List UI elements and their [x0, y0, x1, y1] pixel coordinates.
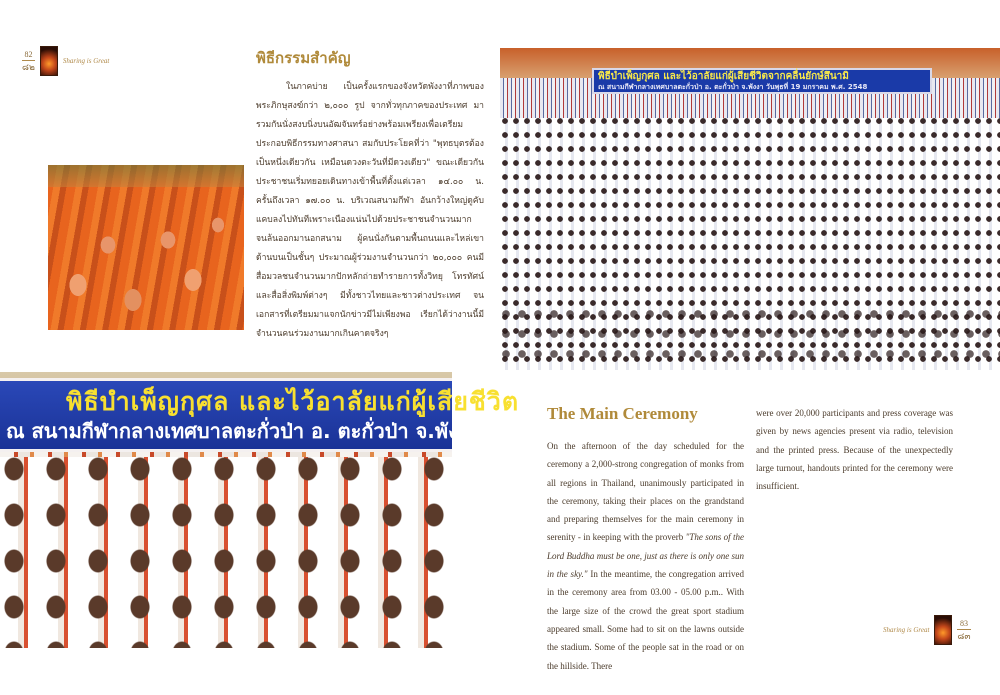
stadium-banner	[592, 68, 932, 94]
stadium-banner-line1: พิธีบำเพ็ญกุศล และไว้อาลัยแก่ผู้เสียชีวิตจากคลื่นยักษ์สึนามิ	[598, 70, 849, 82]
english-column-2-text: were over 20,000 participants and press coverage was given by news agencies present via radio, television and the printed press. Because of the unexpectedly large turnout, handouts printed for the ceremony were insufficient.	[756, 408, 953, 492]
english-text-after-quote: In the meantime, the congregation arrived in the ceremony area from 03.00 - 05.00 p.m.. With the large size of the crowd the great sport stadium appeared small. Some had to sit on the lawns outside the stadium. Some of the people sat in the road or on the hillside. There	[547, 569, 744, 671]
proverb-quote: "The sons of the Lord Buddha must be one, just as there is only one sun in the sky."	[547, 532, 744, 580]
english-column-1	[547, 437, 744, 675]
page-number: 83	[959, 619, 968, 628]
page-number-group	[957, 619, 970, 641]
page-folio-left	[22, 46, 109, 76]
english-text-before-quote: On the afternoon of the day scheduled for the ceremony a 2,000-strong congregation of monks from all regions in Thailand, unanimously participated in the ceremony, taking their places on the grandstand and preparing themselves for the main ceremony in serenity - in keeping with the proverb	[547, 441, 744, 543]
monks-photo	[48, 165, 244, 330]
page-number: 82	[24, 50, 33, 59]
folio-label: Sharing is Great	[62, 57, 110, 65]
crowd-banner-line1: พิธีบำเพ็ญกุศล และไว้อาลัยแก่ผู้เสียชีวิต	[66, 387, 520, 416]
crowd-banner	[0, 378, 520, 452]
thai-body-text	[256, 78, 484, 344]
english-column-2	[756, 404, 953, 495]
crowd-people	[0, 457, 452, 648]
right-page	[500, 0, 1000, 695]
stadium-banner-line2: ณ สนามกีฬากลางเทศบาลตะกั่วป่า อ. ตะกั่วป่า จ.พังงา วันพุธที่ 19 มกราคม พ.ศ. 2548	[598, 82, 868, 91]
page-number-thai: ๘๓	[957, 631, 971, 641]
english-section-heading: The Main Ceremony	[547, 404, 698, 423]
stadium-photo	[500, 48, 1000, 370]
page-number-thai: ๘๒	[22, 62, 35, 72]
crowd-photo	[0, 372, 520, 648]
candle-thumbnail-icon	[40, 46, 58, 76]
thai-section-heading: พิธีกรรมสำคัญ	[256, 49, 351, 67]
candle-thumbnail-icon	[934, 615, 952, 645]
page-folio-right	[883, 615, 971, 645]
page-number-group	[22, 50, 35, 72]
stadium-field-crowd	[500, 118, 1000, 370]
crowd-banner-line2: ณ สนามกีฬากลางเทศบาลตะกั่วป่า อ. ตะกั่วป่า จ.พังงา วั	[6, 419, 498, 443]
thai-paragraph: ในภาคบ่าย เป็นครั้งแรกของจังหวัดพังงาที่ภาพของพระภิกษุสงฆ์กว่า ๒,๐๐๐ รูป จากทั่วทุกภาคของประเทศ มารวมกันนั่งสงบนิ่งบนอัฒจันทร์อย่างพร้อมเพรียงเพื่อเตรียมประกอบพิธีกรรมทางศาสนา สมกับประโยคที่ว่า "พุทธบุตรต้องเป็นหนึ่งเดียวกัน เหมือนดวงตะวันที่มีดวงเดียว" ขณะเดียวกันประชาชนเริ่มทยอยเดินทางเข้าพื้นที่ตั้งแต่เวลา ๑๔.๐๐ น. ครั้นถึงเวลา ๑๗.๐๐ น. บริเวณสนามกีฬา อันกว้างใหญ่ดูคับแคบลงไปทันทีเพราะเนืองแน่นไปด้วยประชาชนจำนวนมาก จนล้นออกมานอกสนาม ผู้คนนั่งกันตามพื้นถนนและไหล่เขาด้านบนเป็นชั้นๆ ประมาณผู้ร่วมงานจำนวนกว่า ๒๐,๐๐๐ คนมีสื่อมวลชนจำนวนมากปักหลักถ่ายทำรายการทั้งวิทยุ โทรทัศน์ และสื่อสิ่งพิมพ์ต่างๆ มีทั้งชาวไทยและชาวต่างประเทศ จนเอกสารที่เตรียมมาแจกนักข่าวมีไม่เพียงพอ เรียกได้ว่างานนี้มีจำนวนคนร่วมงานมากเกินคาดจริงๆ	[256, 82, 484, 339]
folio-label: Sharing is Great	[883, 626, 930, 634]
